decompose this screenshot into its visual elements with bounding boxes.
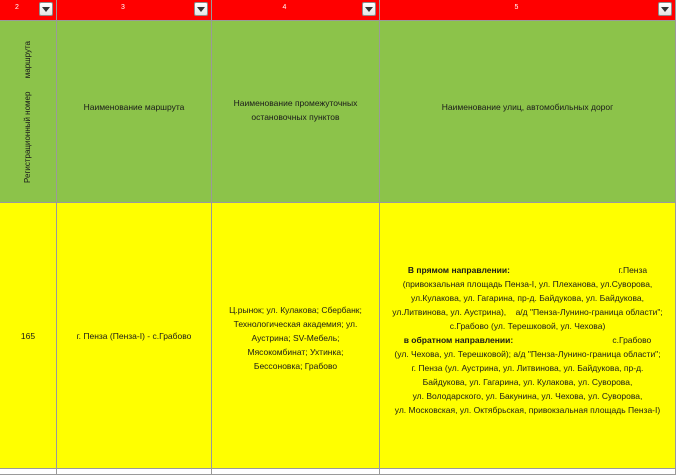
header-cell-col-4 (212, 0, 380, 21)
column-number: 5 (514, 4, 519, 11)
chevron-down-icon (661, 7, 669, 12)
next-row-cell[interactable] (0, 469, 57, 475)
backward-line-4: ул. Володарского, ул. Бакунина, ул. Чехова, ул. Суворова, (412, 391, 643, 401)
data-cell-stops[interactable] (212, 203, 380, 469)
data-cell-route-name[interactable] (57, 203, 212, 469)
filter-dropdown-button[interactable] (194, 2, 208, 16)
filter-dropdown-button[interactable] (362, 2, 376, 16)
chevron-down-icon (197, 7, 205, 12)
intermediate-stops-title: Наименование промежуточных остановочных пунктов (233, 97, 358, 122)
chevron-down-icon (42, 7, 50, 12)
backward-line-3: Байдукова, ул. Гагарина, ул. Кулакова, ул. Суворова, (422, 377, 633, 387)
forward-line-4: с.Грабово (ул. Терешковой, ул. Чехова) (449, 321, 606, 331)
filter-dropdown-button[interactable] (658, 2, 672, 16)
chevron-down-icon (365, 7, 373, 12)
route-name-title: Наименование маршрута (83, 101, 185, 112)
backward-line-1: (ул. Чехова, ул. Терешковой); а/д "Пенза-Лунино-граница области"; (394, 349, 661, 359)
title-cell-intermediate-stops[interactable] (212, 21, 380, 203)
forward-line-1: (привокзальная площадь Пенза-I, ул. Плеханова, ул.Суворова, (402, 279, 653, 289)
header-cell-col-2 (0, 0, 57, 21)
stops-value: Ц.рынок; ул. Кулакова; Сбербанк; Технологическая академия; ул. Аустрина; SV-Мебель; Мясокомбинат; Ухтинка; Бессоновка; Грабово (229, 304, 362, 371)
backward-text: с.Грабово (612, 335, 652, 345)
backward-line-5: ул. Московская, ул. Октябрьская, привокзальная площадь Пенза-I) (394, 405, 661, 415)
title-cell-reg-number[interactable] (0, 21, 57, 203)
data-cell-reg-number[interactable] (0, 203, 57, 469)
header-cell-col-3 (57, 0, 212, 21)
forward-line-0 (380, 263, 675, 277)
streets-value (380, 263, 675, 417)
forward-text: г.Пенза (618, 265, 648, 275)
column-number: 4 (282, 4, 287, 11)
title-cell-route-name[interactable] (57, 21, 212, 203)
column-number: 2 (15, 4, 19, 11)
header-cell-col-5 (380, 0, 676, 21)
next-row-cell[interactable] (212, 469, 380, 475)
filter-dropdown-button[interactable] (39, 2, 53, 16)
backward-direction-label: в обратном направлении: (403, 335, 514, 345)
data-cell-streets[interactable] (380, 203, 676, 469)
column-number: 3 (121, 4, 125, 11)
backward-line-0 (380, 333, 675, 347)
forward-line-2: ул.Кулакова, ул. Гагарина, пр-д. Байдукова, ул. Байдукова, (411, 293, 644, 303)
backward-line-2: г. Пенза (ул. Аустрина, ул. Литвинова, ул. Байдукова, пр-д. (411, 363, 644, 373)
next-row-cell[interactable] (57, 469, 212, 475)
forward-direction-label: В прямом направлении: (407, 265, 510, 275)
next-row-cell[interactable] (380, 469, 676, 475)
forward-line-3: ул.Литвинова, ул. Аустрина), а/д "Пенза-Лунино-граница области"; (392, 307, 663, 317)
title-cell-streets[interactable] (380, 21, 676, 203)
route-name-value: г. Пенза (Пенза-I) - с.Грабово (76, 330, 192, 341)
reg-number-title: Регистрационный номер маршрута (23, 40, 32, 183)
reg-number-value: 165 (20, 330, 36, 341)
streets-title: Наименование улиц, автомобильных дорог (441, 101, 614, 112)
